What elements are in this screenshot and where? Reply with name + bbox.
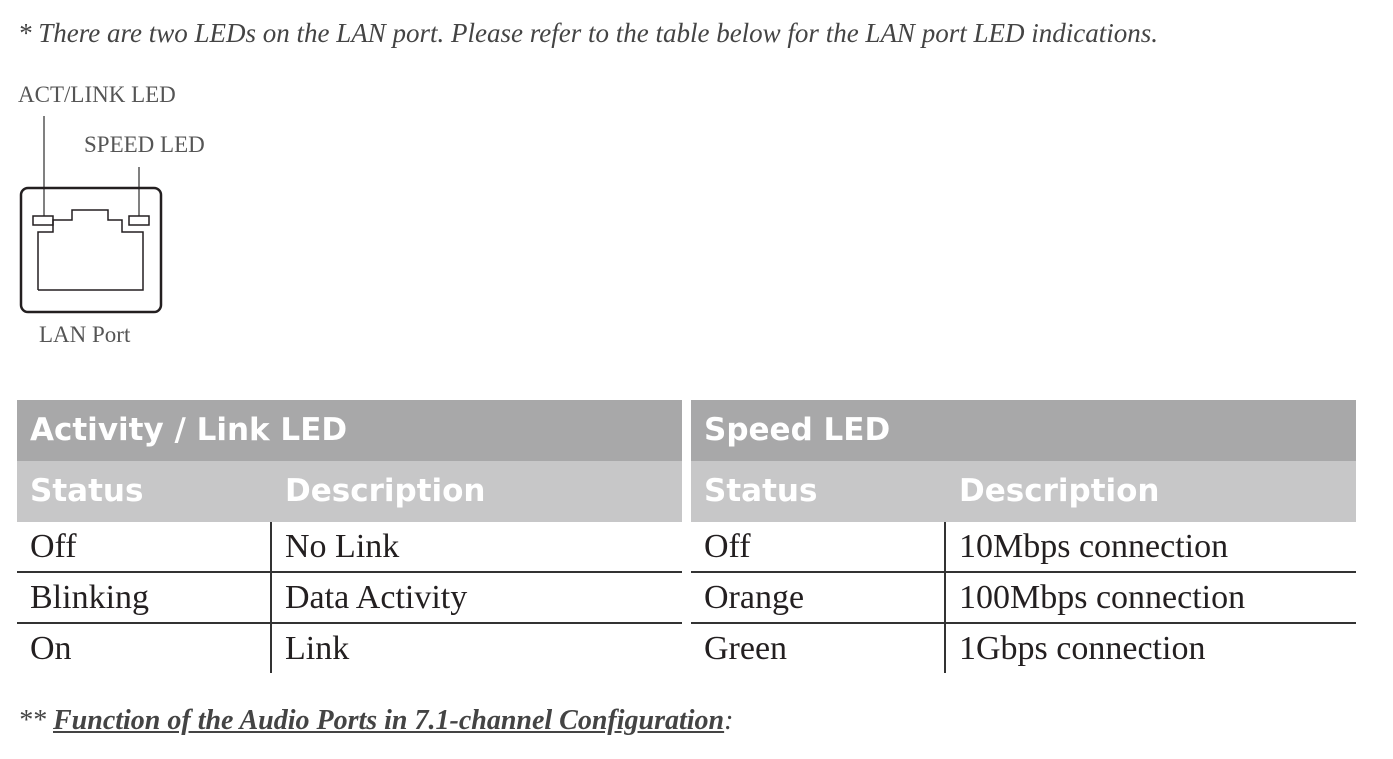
table-row bbox=[17, 573, 682, 624]
speed-led-table bbox=[691, 400, 1356, 673]
table-title: Activity / Link LED bbox=[17, 400, 682, 461]
column-header-status: Status bbox=[30, 473, 144, 509]
table-header-row bbox=[17, 461, 682, 522]
table-row bbox=[17, 624, 682, 673]
description-cell: Data Activity bbox=[285, 579, 468, 616]
description-cell: Link bbox=[285, 630, 350, 667]
table-row bbox=[691, 573, 1356, 624]
intro-note: * There are two LEDs on the LAN port. Please refer to the table below for the LAN port LED indications. bbox=[18, 18, 1158, 48]
status-cell: Green bbox=[691, 624, 946, 673]
table-header-row bbox=[691, 461, 1356, 522]
status-cell: Off bbox=[17, 522, 272, 571]
column-header-description: Description bbox=[959, 473, 1160, 509]
audio-ports-heading bbox=[18, 705, 733, 737]
footer-prefix: ** bbox=[18, 705, 53, 736]
lan-port-diagram bbox=[0, 70, 260, 360]
lan-port-icon bbox=[0, 70, 260, 360]
description-cell: 10Mbps connection bbox=[959, 528, 1229, 565]
status-cell: Orange bbox=[691, 573, 946, 622]
footer-title: Function of the Audio Ports in 7.1-channel Configuration bbox=[53, 705, 725, 736]
table-title: Speed LED bbox=[691, 400, 1356, 461]
column-header-status: Status bbox=[704, 473, 818, 509]
table-row bbox=[691, 624, 1356, 673]
table-row bbox=[691, 522, 1356, 573]
column-header-description: Description bbox=[285, 473, 486, 509]
status-cell: Off bbox=[691, 522, 946, 571]
status-cell: Blinking bbox=[17, 573, 272, 622]
description-cell: 100Mbps connection bbox=[959, 579, 1246, 616]
description-cell: 1Gbps connection bbox=[959, 630, 1206, 667]
lan-port-label: LAN Port bbox=[39, 322, 131, 347]
table-row bbox=[17, 522, 682, 573]
description-cell: No Link bbox=[285, 528, 400, 565]
speed-led-label: SPEED LED bbox=[84, 132, 205, 157]
status-cell: On bbox=[17, 624, 272, 673]
activity-link-table bbox=[17, 400, 682, 673]
footer-suffix: : bbox=[724, 705, 734, 736]
act-link-led-label: ACT/LINK LED bbox=[18, 82, 176, 107]
